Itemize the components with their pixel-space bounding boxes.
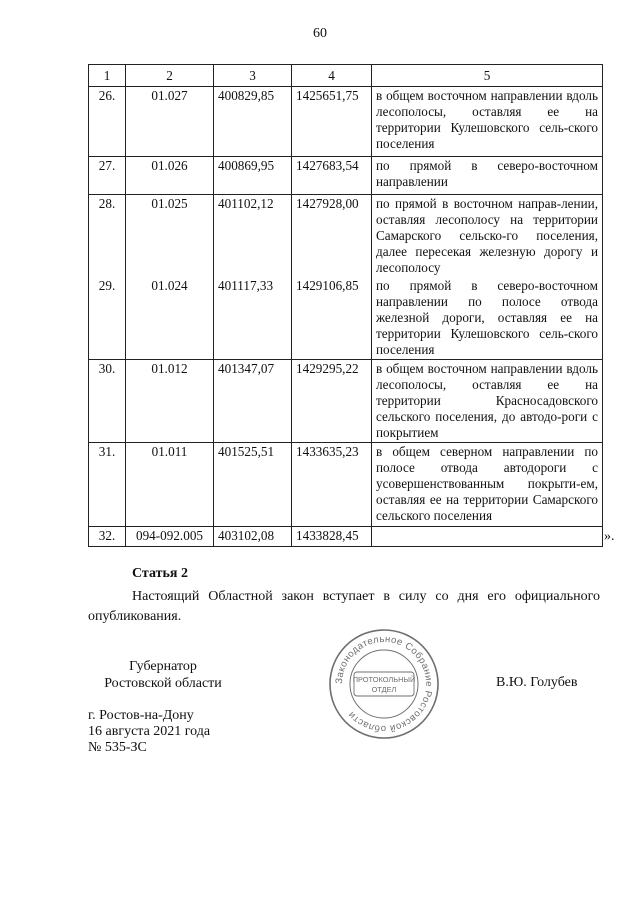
page-number: 60 <box>313 26 327 41</box>
direction-description: по прямой в северо-восточном направлении <box>372 157 603 195</box>
table-row <box>89 277 603 360</box>
coord-x: 401117,33 <box>214 277 292 360</box>
point-code: 01.025 <box>126 195 214 278</box>
law-number: № 535-ЗС <box>88 740 147 755</box>
coord-y: 1429295,22 <box>292 360 372 443</box>
header-col-4: 4 <box>292 65 372 87</box>
row-number: 26. <box>89 87 126 157</box>
row-number: 30. <box>89 360 126 443</box>
signer-title-line-2: Ростовской области <box>104 676 222 691</box>
seal-ring-text: Законодательное Собрание Ростовской области <box>333 633 435 735</box>
coord-x: 401525,51 <box>214 443 292 527</box>
seal-outer-ring <box>330 630 438 738</box>
row-number: 31. <box>89 443 126 527</box>
direction-description: в общем восточном направлении вдоль лесополосы, оставляя ее на территории Кулешовского сель-ского поселения <box>372 87 603 157</box>
table-row <box>89 195 603 278</box>
closing-quote-mark: ». <box>604 529 615 544</box>
coord-y: 1427928,00 <box>292 195 372 278</box>
direction-description: в общем северном направлении по полосе отвода автодороги с усовершенствованным покрыти-ем, оставляя ее на территории Самарского сельского поселения <box>372 443 603 527</box>
table-row <box>89 443 603 527</box>
seal-center-line-2: ОТДЕЛ <box>371 685 397 694</box>
seal-inner-ring <box>350 650 418 718</box>
table-row <box>89 157 603 195</box>
direction-description: в общем восточном направлении вдоль лесополосы, оставляя ее на территории Красносадовского сельского поселения, до автодо-роги с покрытием <box>372 360 603 443</box>
coord-y: 1429106,85 <box>292 277 372 360</box>
issue-city: г. Ростов-на-Дону <box>88 708 194 723</box>
point-code: 01.024 <box>126 277 214 360</box>
point-code: 01.011 <box>126 443 214 527</box>
seal-center-line-1: ПРОТОКОЛЬНЫЙ <box>352 675 416 684</box>
coord-y: 1427683,54 <box>292 157 372 195</box>
point-code: 01.026 <box>126 157 214 195</box>
coord-x: 400829,85 <box>214 87 292 157</box>
row-number: 32. <box>89 527 126 547</box>
table-row <box>89 527 603 547</box>
coord-x: 403102,08 <box>214 527 292 547</box>
signer-title <box>88 658 238 692</box>
header-col-3: 3 <box>214 65 292 87</box>
point-code: 094-092.005 <box>126 527 214 547</box>
coord-y: 1433635,23 <box>292 443 372 527</box>
table-header-row <box>89 65 603 87</box>
coord-y: 1425651,75 <box>292 87 372 157</box>
row-number: 29. <box>89 277 126 360</box>
coord-x: 400869,95 <box>214 157 292 195</box>
header-col-2: 2 <box>126 65 214 87</box>
row-number: 28. <box>89 195 126 278</box>
issue-details <box>88 708 210 756</box>
article-text: Настоящий Областной закон вступает в силу со дня его официального опубликования. <box>88 589 600 624</box>
coord-x: 401102,12 <box>214 195 292 278</box>
header-col-5: 5 <box>372 65 603 87</box>
row-number: 27. <box>89 157 126 195</box>
direction-description: по прямой в восточном направ-лении, оставляя лесополосу на территории Самарского сельско-го поселения, далее пересекая железную дорогу и лесополосу <box>372 195 603 278</box>
signer-name: В.Ю. Голубев <box>496 675 578 690</box>
issue-date: 16 августа 2021 года <box>88 724 211 739</box>
signer-title-line-1: Губернатор <box>129 659 197 674</box>
point-code: 01.027 <box>126 87 214 157</box>
coord-x: 401347,07 <box>214 360 292 443</box>
point-code: 01.012 <box>126 360 214 443</box>
official-seal <box>328 628 440 740</box>
article-title: Статья 2 <box>132 566 188 581</box>
header-col-1: 1 <box>89 65 126 87</box>
coordinates-table <box>88 64 603 547</box>
direction-description: по прямой в северо-восточном направлении по полосе отвода железной дороги, оставляя ее на территории Кулешовского сель-ского поселения <box>372 277 603 360</box>
direction-description <box>372 527 603 547</box>
table-row <box>89 360 603 443</box>
coord-y: 1433828,45 <box>292 527 372 547</box>
table-row <box>89 87 603 157</box>
